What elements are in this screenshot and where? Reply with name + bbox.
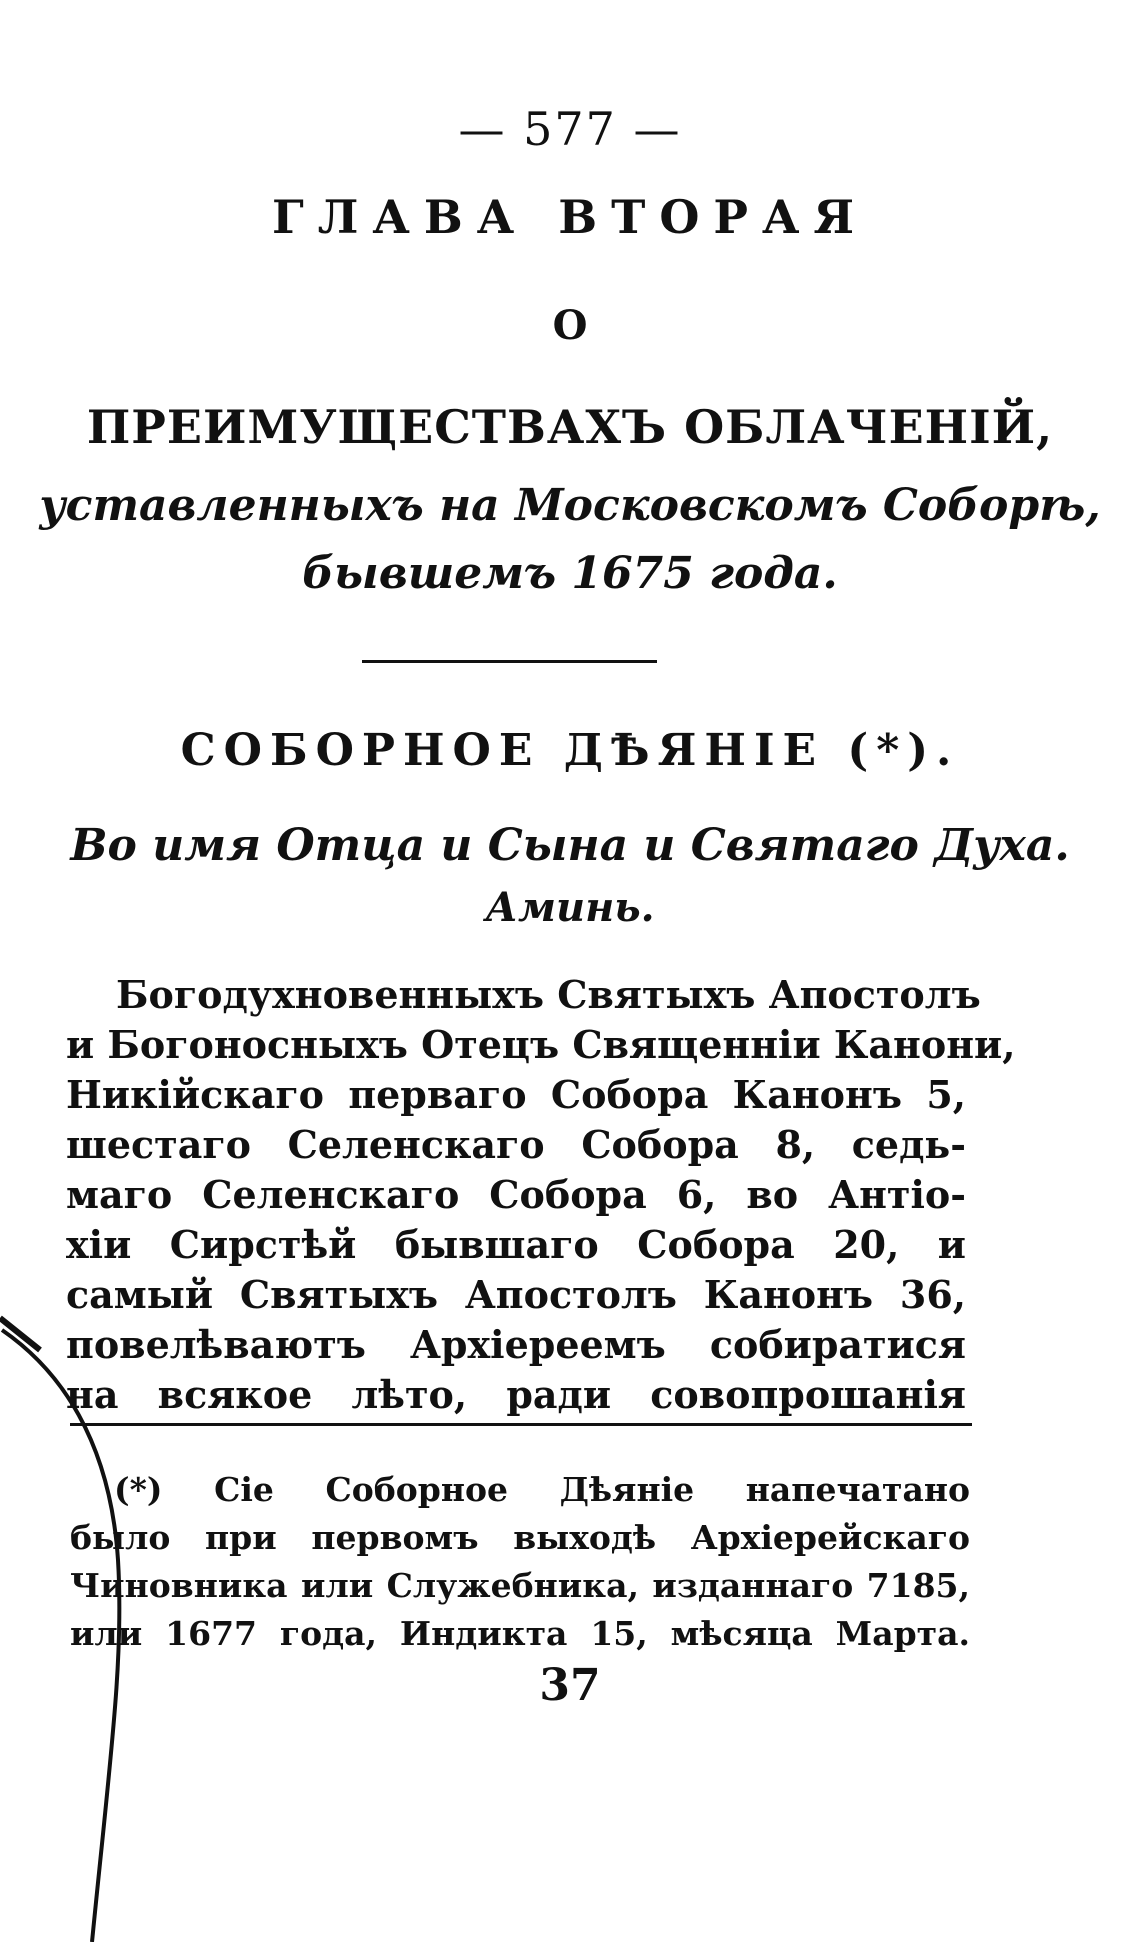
subtitle-line-1: уставленныхъ на Московскомъ Соборѣ, bbox=[39, 480, 1101, 531]
chapter-title: ГЛАВА ВТОРАЯ bbox=[271, 190, 869, 244]
body-line: хіи Сирстѣй бывшаго Собора 20, и bbox=[66, 1222, 966, 1267]
body-line: Никійскаго перваго Собора Канонъ 5, bbox=[66, 1072, 966, 1117]
footnote-line: (*) Сіе Соборное Дѣяніе напечатано bbox=[114, 1470, 970, 1509]
act-title: СОБОРНОЕ ДѢЯНІЕ (*). bbox=[180, 725, 960, 776]
invocation-line-2: Аминь. bbox=[485, 884, 655, 931]
body-line: на всякое лѣто, ради совопрошанія bbox=[66, 1372, 966, 1417]
body-line: самый Святыхъ Апостолъ Канонъ 36, bbox=[66, 1272, 966, 1317]
subject-title: ПРЕИМУЩЕСТВАХЪ ОБЛАЧЕНІЙ, bbox=[86, 400, 1054, 454]
footnote-line: Чиновника или Служебника, изданнаго 7185, bbox=[70, 1566, 970, 1605]
footnote-line: было при первомъ выходѣ Архіерейскаго bbox=[70, 1518, 970, 1557]
section-divider bbox=[362, 660, 657, 663]
body-paragraph bbox=[66, 970, 1016, 1420]
body-line: и Богоносныхъ Отецъ Священніи Канони, bbox=[66, 1022, 1016, 1067]
body-line: шестаго Селенскаго Собора 8, седь- bbox=[66, 1122, 966, 1167]
chapter-preposition: О bbox=[552, 302, 588, 349]
page-number: — 577 — bbox=[458, 102, 682, 156]
body-line: повелѣваютъ Архіереемъ собиратися bbox=[66, 1322, 966, 1367]
invocation-line-1: Во имя Отца и Сына и Святаго Духа. bbox=[70, 820, 1070, 871]
footnote-line: или 1677 года, Индикта 15, мѣсяца Марта. bbox=[70, 1614, 970, 1653]
footnote-divider bbox=[70, 1423, 972, 1426]
subtitle-line-2: бывшемъ 1675 года. bbox=[302, 548, 838, 599]
body-line: Богодухновенныхъ Святыхъ Апостолъ bbox=[116, 972, 981, 1017]
footnote bbox=[70, 1466, 970, 1658]
body-line: маго Селенскаго Собора 6, во Антіо- bbox=[66, 1172, 966, 1217]
signature-mark: 37 bbox=[539, 1660, 601, 1711]
